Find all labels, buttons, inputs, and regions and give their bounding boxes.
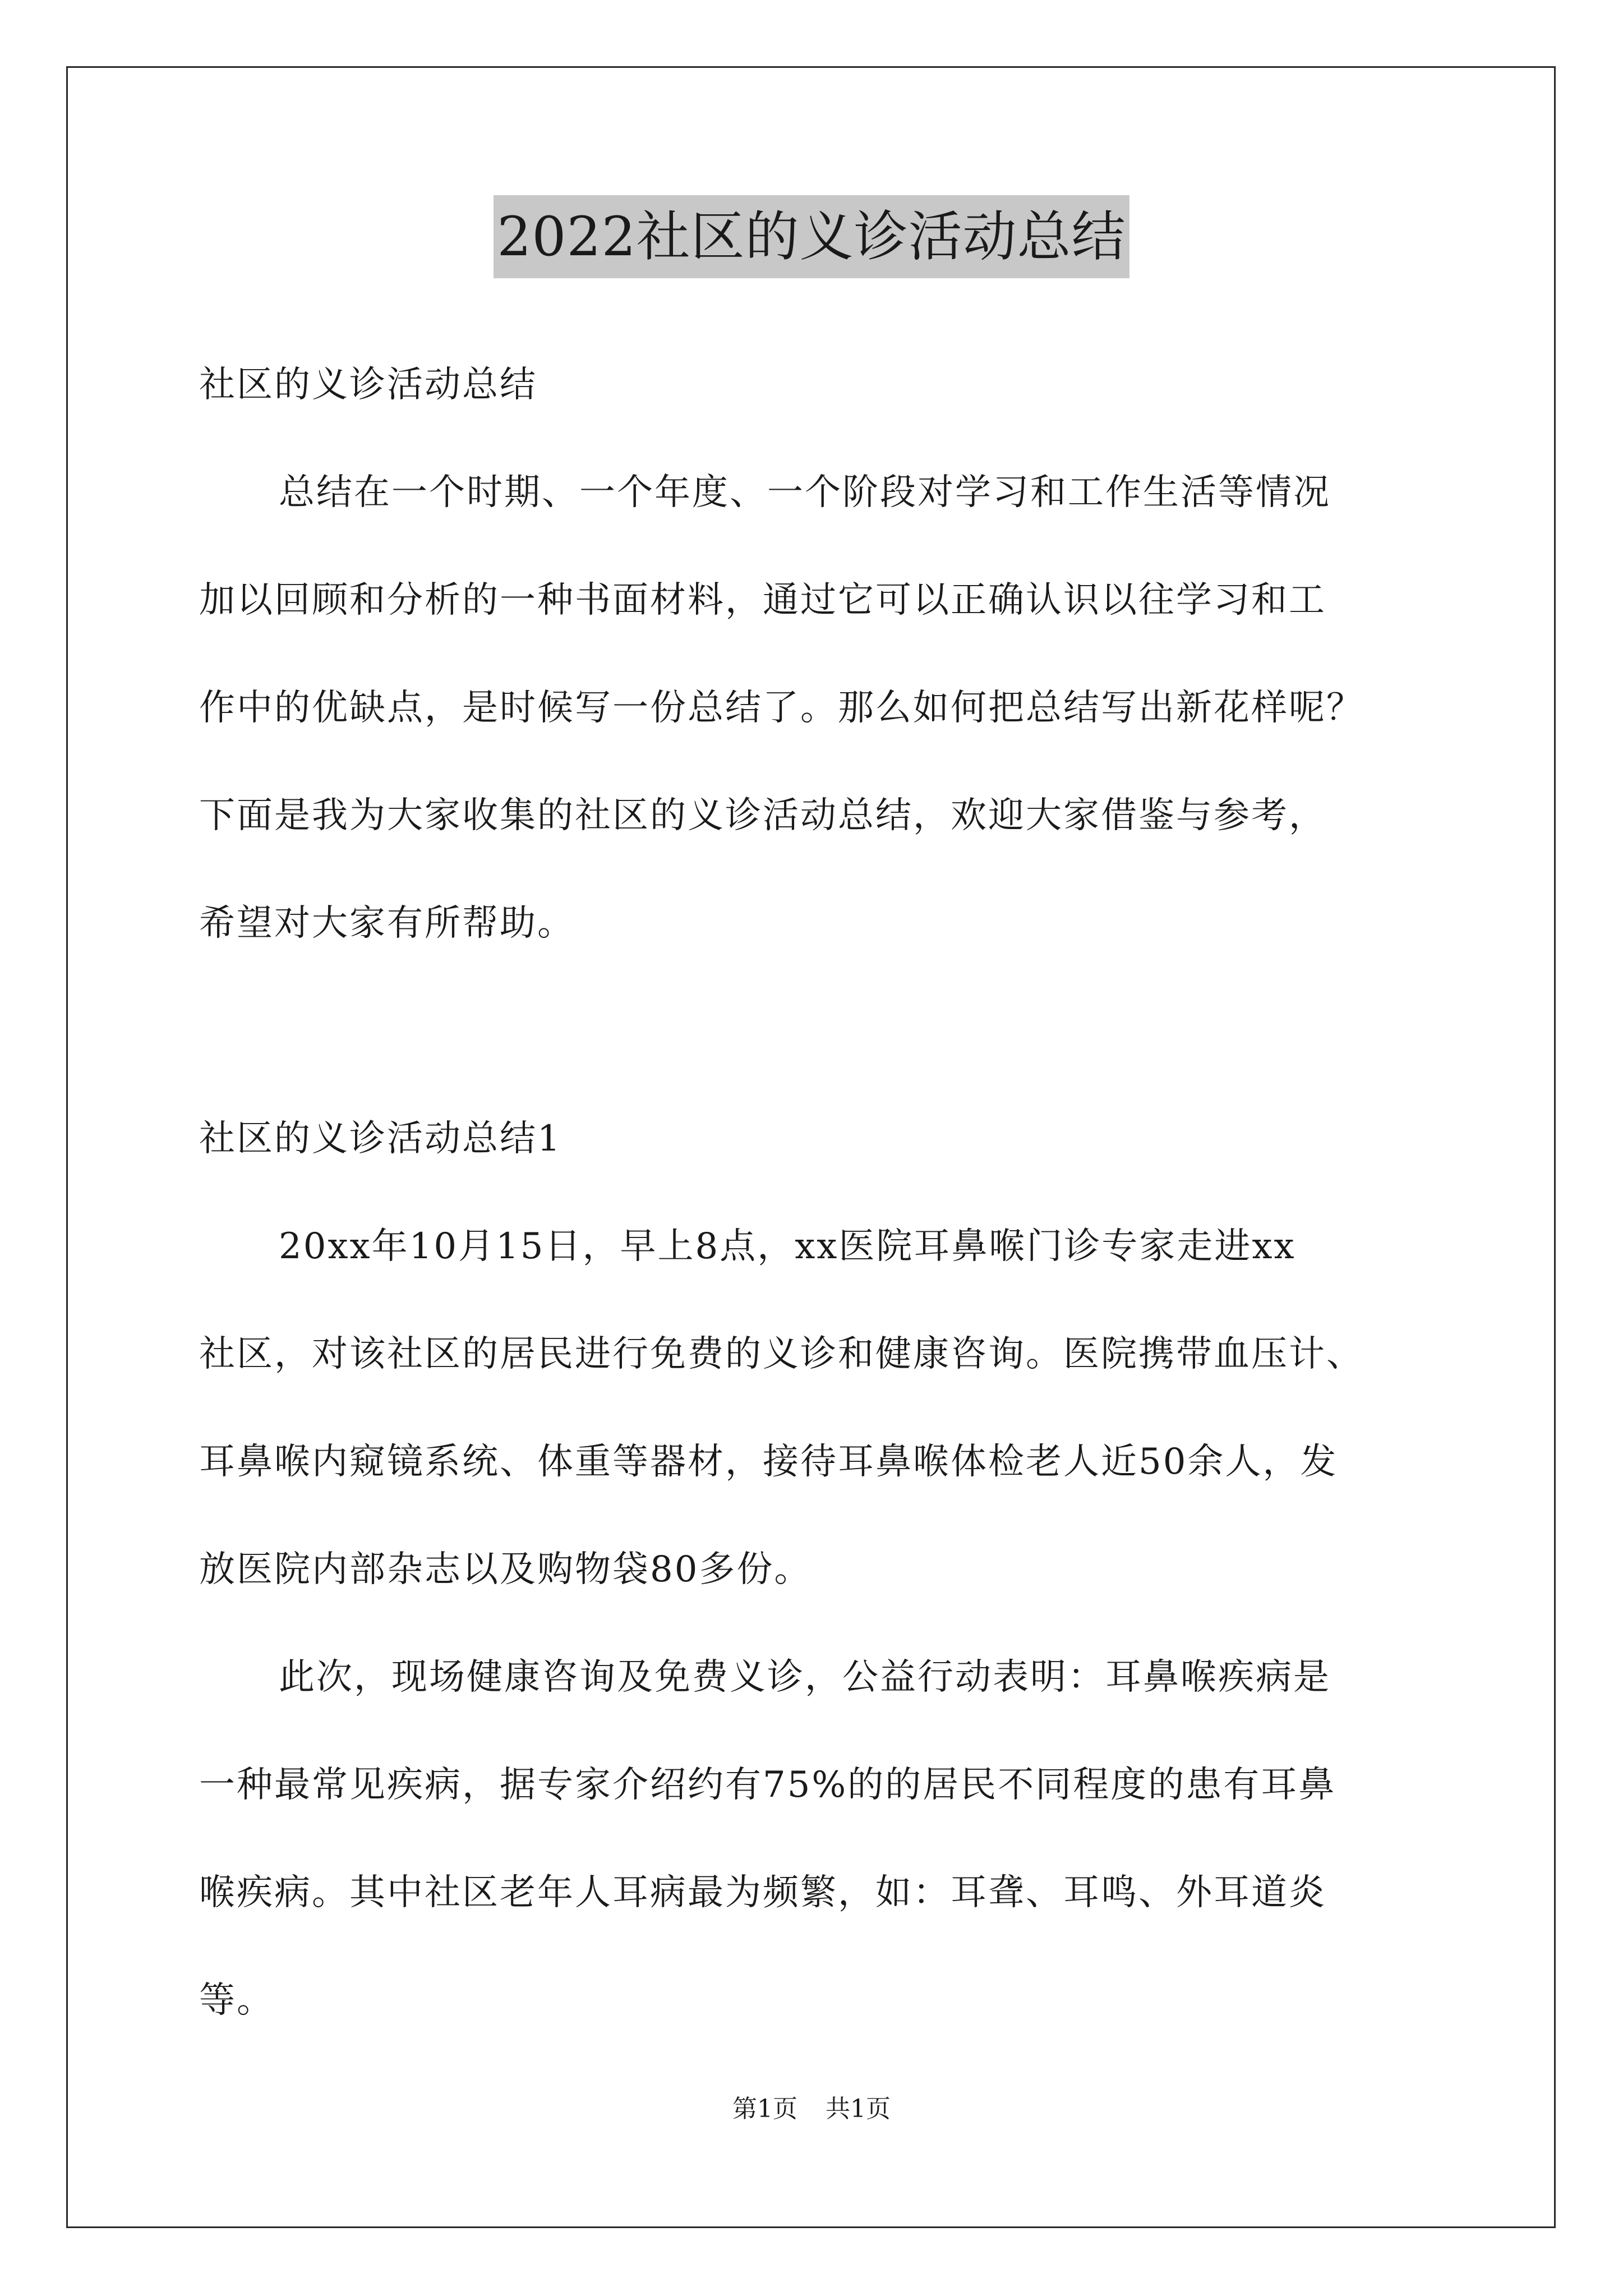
title-container <box>0 195 1623 278</box>
paragraph-line: 社区，对该社区的居民进行免费的义诊和健康咨询。医院携带血压计、 <box>199 1333 1364 1375</box>
paragraph-line: 20xx年10月15日，早上8点，xx医院耳鼻喉门诊专家走进xx <box>279 1226 1296 1267</box>
spacer <box>199 977 1433 1085</box>
page-number: 第1页 <box>732 2095 797 2123</box>
intro-line: 总结在一个时期、一个年度、一个阶段对学习和工作生活等情况 <box>279 472 1331 513</box>
subtitle: 社区的义诊活动总结 <box>199 364 537 406</box>
paragraph-line: 此次，现场健康咨询及免费义诊，公益行动表明：耳鼻喉疾病是 <box>279 1657 1331 1698</box>
page-total: 共1页 <box>826 2095 891 2123</box>
section-heading: 社区的义诊活动总结1 <box>199 1118 562 1159</box>
paragraph-line: 等。 <box>199 1980 274 2021</box>
intro-line: 希望对大家有所帮助。 <box>199 903 575 944</box>
document-title: 2022社区的义诊活动总结 <box>494 195 1129 278</box>
intro-line: 下面是我为大家收集的社区的义诊活动总结，欢迎大家借鉴与参考， <box>199 795 1326 836</box>
paragraph-line: 喉疾病。其中社区老年人耳病最为频繁，如：耳聋、耳鸣、外耳道炎 <box>199 1872 1326 1913</box>
page-footer <box>0 2092 1623 2126</box>
paragraph-line: 耳鼻喉内窥镜系统、体重等器材，接待耳鼻喉体检老人近50余人，发 <box>199 1441 1338 1483</box>
intro-line: 加以回顾和分析的一种书面材料，通过它可以正确认识以往学习和工 <box>199 579 1326 621</box>
paragraph-line: 放医院内部杂志以及购物袋80多份。 <box>199 1549 812 1590</box>
intro-line: 作中的优缺点，是时候写一份总结了。那么如何把总结写出新花样呢？ <box>199 687 1364 729</box>
document-body <box>199 331 1433 2054</box>
paragraph-line: 一种最常见疾病，据专家介绍约有75%的的居民不同程度的患有耳鼻 <box>199 1764 1336 1806</box>
